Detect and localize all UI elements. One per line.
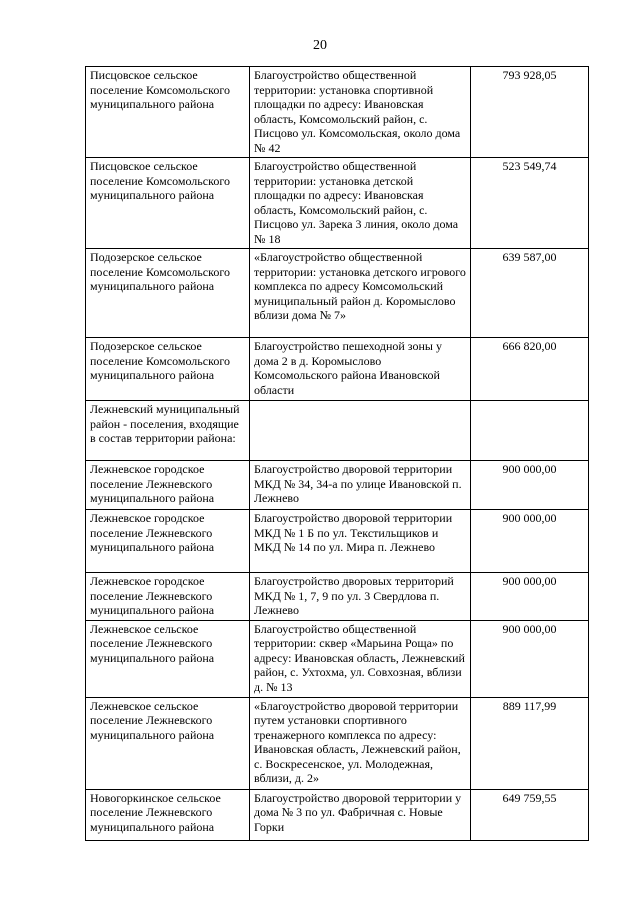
amount-cell: 900 000,00 — [471, 461, 589, 510]
object-cell — [250, 401, 471, 461]
municipality-cell: Подозерское сельское поселение Комсомольского муниципального района — [86, 338, 250, 401]
table-row — [86, 67, 589, 158]
table-row — [86, 510, 589, 573]
municipality-cell: Лежневское городское поселение Лежневского муниципального района — [86, 461, 250, 510]
table-row — [86, 697, 589, 789]
object-cell: Благоустройство пешеходной зоны у дома 2 в д. Коромыслово Комсомольского района Ивановской области — [250, 338, 471, 401]
amount-cell: 900 000,00 — [471, 620, 589, 697]
table-row — [86, 401, 589, 461]
table-row — [86, 338, 589, 401]
amount-cell: 889 117,99 — [471, 697, 589, 789]
amount-cell: 900 000,00 — [471, 510, 589, 573]
table-row — [86, 573, 589, 621]
municipality-cell: Лежневское городское поселение Лежневского муниципального района — [86, 573, 250, 621]
object-cell: Благоустройство дворовой территории у дома № 3 по ул. Фабричная с. Новые Горки — [250, 789, 471, 840]
amount-cell: 639 587,00 — [471, 249, 589, 338]
amount-cell: 793 928,05 — [471, 67, 589, 158]
municipality-cell: Писцовское сельское поселение Комсомольского муниципального района — [86, 67, 250, 158]
municipality-cell: Лежневский муниципальный район - поселения, входящие в состав территории района: — [86, 401, 250, 461]
object-cell: Благоустройство общественной территории: сквер «Марьина Роща» по адресу: Ивановская область, Лежневский район, с. Ухтохма, ул. Совхозная, вблизи д. № 13 — [250, 620, 471, 697]
municipality-cell: Писцовское сельское поселение Комсомольского муниципального района — [86, 158, 250, 249]
object-cell: «Благоустройство общественной территории: установка детского игрового комплекса по адресу Комсомольский муниципальный район д. Коромыслово вблизи дома № 7» — [250, 249, 471, 338]
funding-table — [85, 66, 589, 841]
amount-cell: 649 759,55 — [471, 789, 589, 840]
amount-cell: 666 820,00 — [471, 338, 589, 401]
municipality-cell: Лежневское сельское поселение Лежневского муниципального района — [86, 620, 250, 697]
object-cell: Благоустройство дворовой территории МКД № 34, 34-а по улице Ивановской п. Лежнево — [250, 461, 471, 510]
municipality-cell: Лежневское городское поселение Лежневского муниципального района — [86, 510, 250, 573]
municipality-cell: Новогоркинское сельское поселение Лежневского муниципального района — [86, 789, 250, 840]
municipality-cell: Подозерское сельское поселение Комсомольского муниципального района — [86, 249, 250, 338]
object-cell: Благоустройство общественной территории: установка спортивной площадки по адресу: Ивановская область, Комсомольский район, с. Писцово ул. Комсомольская, около дома № 42 — [250, 67, 471, 158]
table-row — [86, 158, 589, 249]
object-cell: Благоустройство дворовой территории МКД № 1 Б по ул. Текстильщиков и МКД № 14 по ул. Мира п. Лежнево — [250, 510, 471, 573]
object-cell: Благоустройство общественной территории: установка детской площадки по адресу: Ивановская область, Комсомольский район, с. Писцово ул. Зарека 3 линия, около дома № 18 — [250, 158, 471, 249]
object-cell: «Благоустройство дворовой территории путем установки спортивного тренажерного комплекса по адресу: Ивановская область, Лежневский район, с. Воскресенское, ул. Молодежная, вблизи, д. 2» — [250, 697, 471, 789]
municipality-cell: Лежневское сельское поселение Лежневского муниципального района — [86, 697, 250, 789]
amount-cell — [471, 401, 589, 461]
page-number: 20 — [313, 38, 327, 53]
amount-cell: 900 000,00 — [471, 573, 589, 621]
table-row — [86, 620, 589, 697]
object-cell: Благоустройство дворовых территорий МКД № 1, 7, 9 по ул. 3 Свердлова п. Лежнево — [250, 573, 471, 621]
amount-cell: 523 549,74 — [471, 158, 589, 249]
table-row — [86, 789, 589, 840]
table-row — [86, 461, 589, 510]
table-row — [86, 249, 589, 338]
